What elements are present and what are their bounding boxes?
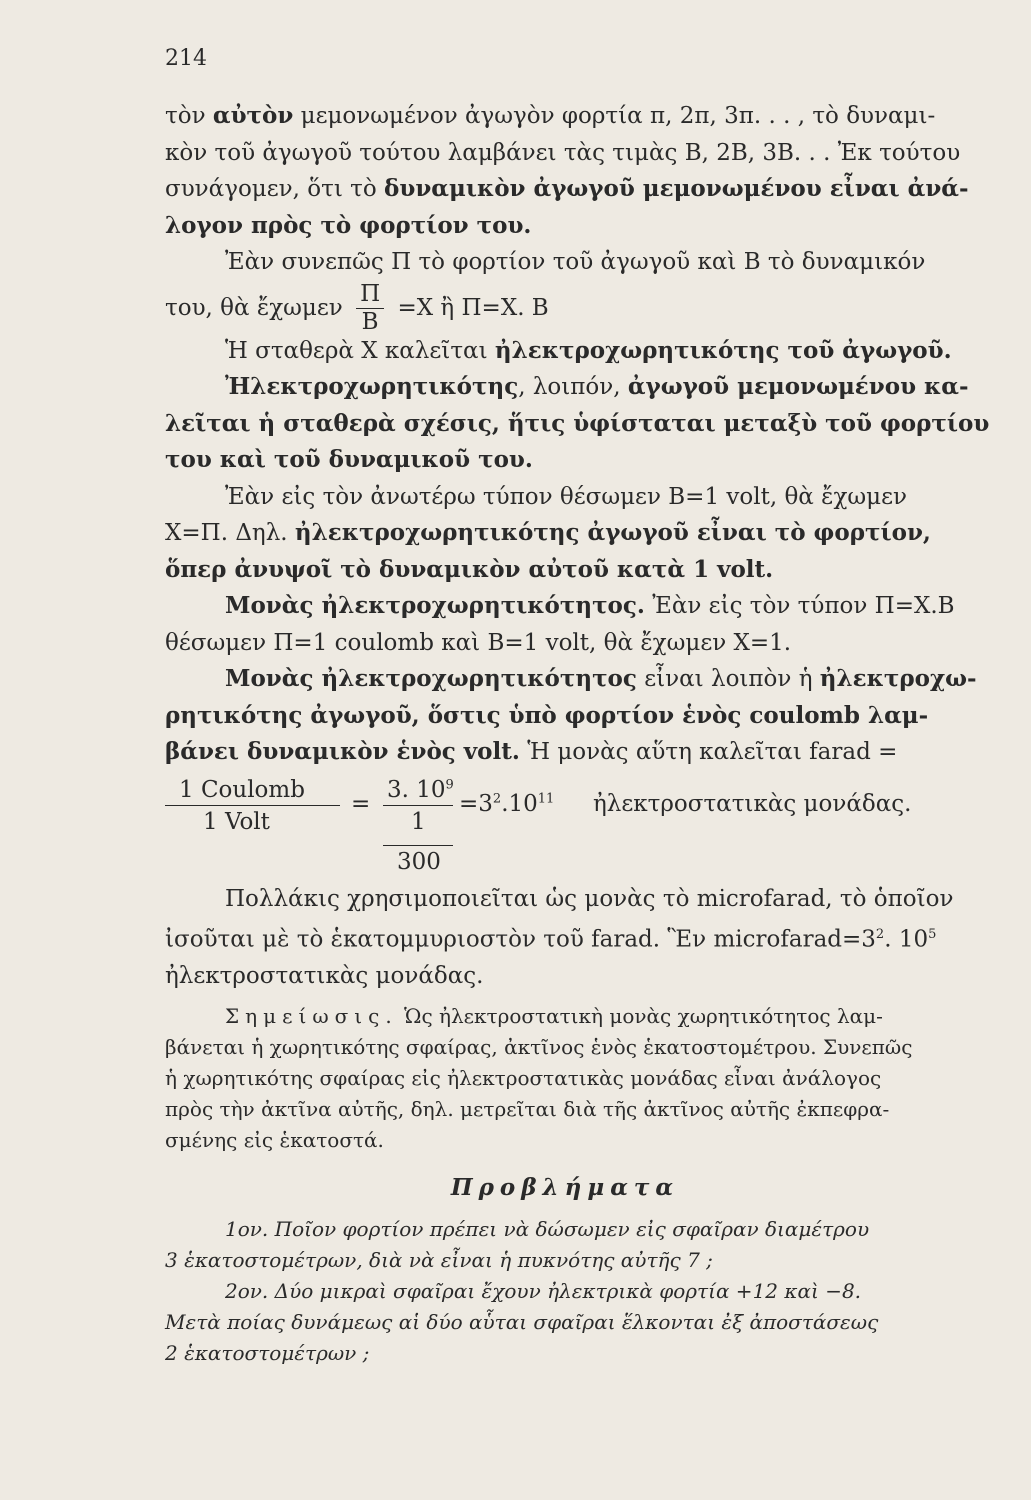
text-line bbox=[165, 515, 1025, 552]
bold-run: βάνει δυναμικὸν ἑνὸς volt. bbox=[165, 738, 520, 765]
superscript: 9 bbox=[445, 776, 454, 792]
fraction-numerator: 1 Coulomb bbox=[179, 776, 305, 803]
text-line: ρητικότης ἀγωγοῦ, ὅστις ὑπὸ φορτίον ἑνὸς coulomb λαμ- bbox=[165, 701, 929, 729]
problem-line: Μετὰ ποίας δυνάμεως αἱ δύο αὗται σφαῖραι ἕλκονται ἐξ ἀποστάσεως bbox=[165, 1310, 879, 1335]
page-body bbox=[165, 98, 1025, 1369]
text-run: Ἡ σταθερὰ Χ καλεῖται bbox=[225, 337, 495, 364]
text-line: Ἐὰν συνεπῶς Π τὸ φορτίον τοῦ ἀγωγοῦ καὶ Β τὸ δυναμικόν bbox=[225, 249, 926, 275]
text-run: Ἐὰν εἰς τὸν τύπον Π=Χ.Β bbox=[644, 593, 955, 619]
text-run: ἰσοῦται μὲ τὸ ἑκατομμυριοστὸν τοῦ farad. Ἓν microfarad=3 bbox=[165, 926, 876, 953]
equation-line bbox=[165, 280, 1025, 336]
text-run: εἶναι λοιπὸν ἡ bbox=[636, 666, 820, 692]
problem-line: 3 ἑκατοστομέτρων, διὰ νὰ εἶναι ἡ πυκνότης αὐτῆς 7 ; bbox=[165, 1248, 713, 1273]
bold-run: ἠλεκτροχωρητικότης τοῦ ἀγωγοῦ. bbox=[494, 336, 952, 364]
equals-sign: = bbox=[351, 790, 371, 817]
text-run: ἠλεκτροστατικὰς μονάδας. bbox=[593, 790, 912, 817]
text-line: ἠλεκτροστατικὰς μονάδας. bbox=[165, 963, 484, 990]
text-run: του, θὰ ἔχωμεν bbox=[165, 294, 343, 321]
text-line: ἡ χωρητικότης σφαίρας εἰς ἠλεκτροστατικὰς μονάδας εἶναι ἀνάλογος bbox=[165, 1065, 882, 1090]
text-line bbox=[165, 171, 1025, 208]
text-line: Ἐὰν εἰς τὸν ἀνωτέρω τύπον θέσωμεν Β=1 volt, θὰ ἔχωμεν bbox=[225, 483, 908, 510]
text-line: σμένης εἰς ἑκατοστά. bbox=[165, 1127, 384, 1152]
superscript: 11 bbox=[537, 790, 555, 806]
text-line: Πολλάκις χρησιμοποιεῖται ὡς μονὰς τὸ microfarad, τὸ ὁποῖον bbox=[225, 885, 954, 912]
text-line: θέσωμεν Π=1 coulomb καὶ Β=1 volt, θὰ ἔχωμεν Χ=1. bbox=[165, 629, 792, 656]
fraction-denominator: 1 bbox=[411, 808, 426, 835]
bold-run: 1 volt. bbox=[693, 555, 774, 583]
farad-equation bbox=[165, 777, 1025, 877]
spaced-run: Σημείωσις. bbox=[225, 1003, 398, 1028]
text-line bbox=[165, 734, 1025, 771]
text-line bbox=[165, 552, 1025, 589]
problem-line: 1ον. Ποῖον φορτίον πρέπει νὰ δώσωμεν εἰς σφαῖραν διαμέτρου bbox=[225, 1217, 870, 1242]
text-line bbox=[165, 369, 1025, 406]
problem-line: 2 ἑκατοστομέτρων ; bbox=[165, 1341, 370, 1366]
bold-run: ἀγωγοῦ μεμονωμένου κα- bbox=[627, 373, 969, 400]
fraction-denominator: 1 Volt bbox=[203, 808, 270, 835]
superscript: 5 bbox=[928, 927, 937, 942]
fraction-denominator: 300 bbox=[397, 848, 441, 875]
superscript: 2 bbox=[492, 790, 502, 806]
result bbox=[459, 791, 554, 817]
text-line: βάνεται ἡ χωρητικότης σφαίρας, ἀκτῖνος ἑνὸς ἑκατοστομέτρου. Συνεπῶς bbox=[165, 1034, 913, 1059]
text-run: συνάγομεν, ὅτι τὸ bbox=[165, 176, 385, 202]
text-line: λεῖται ἡ σταθερὰ σχέσις, ἥτις ὑφίσταται μεταξὺ τοῦ φορτίου bbox=[165, 409, 990, 437]
text-line bbox=[165, 98, 1025, 135]
text-run: Ὡς ἠλεκτροστατικὴ μονὰς χωρητικότητος λαμ- bbox=[397, 1003, 883, 1028]
text-line bbox=[165, 588, 1025, 625]
text-run: μεμονωμένον ἀγωγὸν φορτία π, 2π, 3π. . . , τὸ δυναμι- bbox=[293, 103, 936, 129]
fraction bbox=[356, 281, 384, 337]
text-line: πρὸς τὴν ἀκτῖνα αὐτῆς, δηλ. μετρεῖται διὰ τῆς ἀκτῖνος αὐτῆς ἐκπεφρα- bbox=[165, 1096, 890, 1121]
text-line bbox=[165, 1001, 1025, 1032]
text-line: λογον πρὸς τὸ φορτίον του. bbox=[165, 211, 532, 239]
text-run: 3. 10 bbox=[387, 776, 446, 803]
text-line: του καὶ τοῦ δυναμικοῦ του. bbox=[165, 446, 533, 473]
bold-run: δυναμικὸν ἀγωγοῦ μεμονωμένου εἶναι ἀνά- bbox=[384, 175, 969, 202]
text-line bbox=[165, 661, 1025, 698]
superscript: 2 bbox=[875, 927, 885, 942]
fraction-bar bbox=[383, 805, 453, 806]
bold-run: ἠλεκτροχωρητικότης ἀγωγοῦ εἶναι τὸ φορτίον, bbox=[294, 519, 931, 546]
bold-run: ὅπερ ἀνυψοῖ τὸ δυναμικὸν αὐτοῦ κατὰ bbox=[165, 555, 694, 583]
fraction-bar bbox=[165, 805, 340, 806]
fraction-bar bbox=[383, 845, 453, 846]
text-line: κὸν τοῦ ἀγωγοῦ τούτου λαμβάνει τὰς τιμὰς Β, 2Β, 3Β. . . Ἐκ τούτου bbox=[165, 139, 961, 166]
bold-run: Ἠλεκτροχωρητικότης bbox=[225, 373, 519, 400]
text-line bbox=[165, 333, 1025, 370]
text-run: Χ=Π. Δηλ. bbox=[165, 520, 295, 546]
section-heading: Προβλήματα bbox=[450, 1173, 680, 1201]
page-number: 214 bbox=[165, 46, 207, 71]
text-run: =Χ ἢ Π=Χ. Β bbox=[397, 294, 549, 321]
fraction-denominator: Β bbox=[361, 309, 379, 336]
text-run: . 10 bbox=[884, 926, 929, 953]
text-run: =3 bbox=[459, 790, 493, 817]
text-run: .10 bbox=[501, 790, 538, 817]
fraction-numerator bbox=[387, 777, 454, 803]
bold-run: Μονὰς ἠλεκτροχωρητικότητος. bbox=[225, 592, 645, 619]
text-run: , λοιπόν, bbox=[518, 374, 628, 400]
text-line bbox=[165, 917, 1025, 958]
text-run: τὸν bbox=[165, 103, 213, 129]
bold-run: Μονὰς ἠλεκτροχωρητικότητος bbox=[225, 665, 637, 692]
text-run: Ἡ μονὰς αὕτη καλεῖται farad = bbox=[519, 739, 898, 765]
bold-run: ἠλεκτροχω- bbox=[819, 665, 977, 692]
fraction-numerator: Π bbox=[356, 281, 384, 310]
bold-run: αὐτὸν bbox=[212, 102, 294, 129]
problem-line: 2ον. Δύο μικραὶ σφαῖραι ἔχουν ἠλεκτρικὰ φορτία +12 καὶ −8. bbox=[225, 1279, 862, 1304]
